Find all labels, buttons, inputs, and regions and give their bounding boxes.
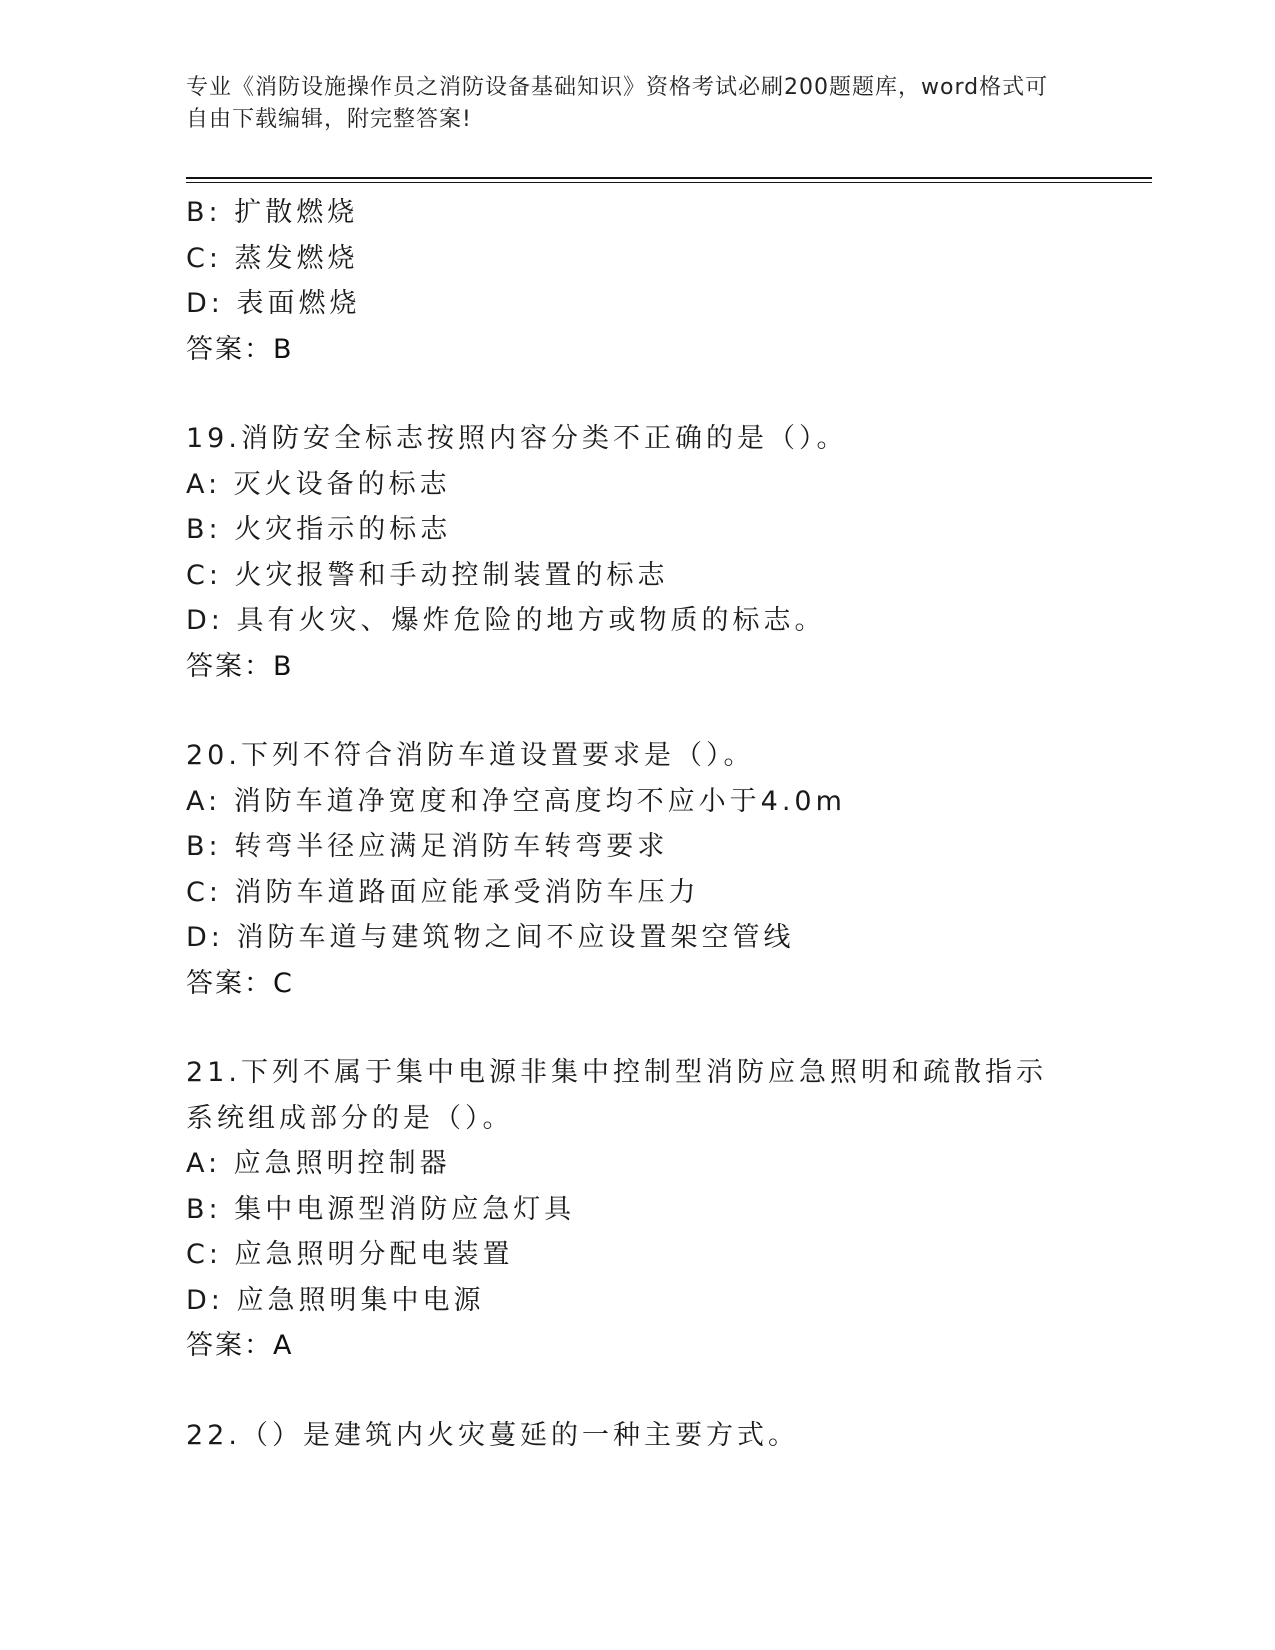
- option-c: C: 火灾报警和手动控制装置的标志: [186, 559, 669, 591]
- question-stem: 22.（）是建筑内火灾蔓延的一种主要方式。: [186, 1419, 799, 1451]
- question-19: [186, 416, 1086, 689]
- answer-line: 答案：C: [186, 967, 294, 999]
- option-d: D: 表面燃烧: [186, 288, 361, 319]
- question-21: [186, 1050, 1086, 1369]
- option-b: B: 转弯半径应满足消防车转弯要求: [186, 831, 669, 862]
- option-b: B: 火灾指示的标志: [186, 514, 452, 545]
- answer-line: 答案：B: [186, 650, 294, 682]
- option-c: C: 应急照明分配电装置: [186, 1239, 514, 1270]
- question-20: [186, 733, 1086, 1006]
- option-a: A: 消防车道净宽度和净空高度均不应小于4.0m: [186, 785, 846, 817]
- option-d: D: 应急照明集中电源: [186, 1284, 485, 1316]
- page-header: 专业《消防设施操作员之消防设备基础知识》资格考试必刷200题题库，word格式可自由下载编辑，附完整答案!: [186, 75, 1049, 132]
- option-a: A: 灭火设备的标志: [186, 468, 451, 500]
- header-divider: [186, 177, 1152, 179]
- option-d: D: 消防车道与建筑物之间不应设置架空管线: [186, 922, 795, 953]
- header-divider-thin: [186, 182, 1152, 183]
- question-stem: 19.消防安全标志按照内容分类不正确的是（）。: [186, 423, 848, 454]
- question-continued: [186, 190, 1086, 372]
- answer-line: 答案：B: [186, 333, 294, 365]
- question-list: [186, 190, 1086, 1458]
- answer-line: 答案：A: [186, 1330, 294, 1361]
- question-stem: 20.下列不符合消防车道设置要求是（）。: [186, 740, 755, 771]
- option-b: B: 扩散燃烧: [186, 197, 359, 228]
- option-b: B: 集中电源型消防应急灯具: [186, 1193, 576, 1225]
- question-22: [186, 1413, 1086, 1459]
- option-c: C: 蒸发燃烧: [186, 242, 359, 274]
- option-c: C: 消防车道路面应能承受消防车压力: [186, 876, 700, 908]
- option-d: D: 具有火灾、爆炸危险的地方或物质的标志。: [186, 605, 826, 636]
- question-stem: 21.下列不属于集中电源非集中控制型消防应急照明和疏散指示系统组成部分的是（）。: [186, 1057, 1047, 1134]
- option-a: A: 应急照明控制器: [186, 1148, 451, 1179]
